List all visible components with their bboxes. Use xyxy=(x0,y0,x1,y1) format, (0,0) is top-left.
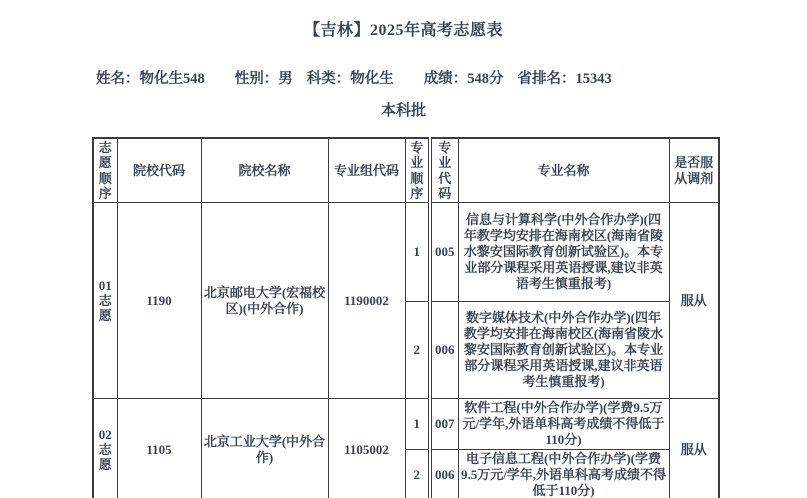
student-score-field xyxy=(424,67,504,88)
major-code-cell: 006 xyxy=(430,450,458,498)
major-name-cell: 软件工程(中外合作办学)(学费9.5万元/学年,外语单科高考成绩不得低于110分) xyxy=(458,399,669,450)
page-title: 【吉林】2025年高考志愿表 xyxy=(303,22,503,39)
header-obey-adjustment: 是否服从调剂 xyxy=(669,138,719,203)
header-major-group-code: 专业组代码 xyxy=(328,138,405,203)
student-subject-field xyxy=(307,67,394,88)
major-group-code-cell: 1105002 xyxy=(328,399,405,498)
major-order-cell: 1 xyxy=(405,203,430,302)
student-info-line xyxy=(96,67,612,88)
volunteer-table xyxy=(92,137,720,498)
header-label: 志愿顺序 xyxy=(98,140,112,201)
major-order-cell: 1 xyxy=(405,399,430,450)
major-code-cell: 007 xyxy=(430,399,458,450)
field-label: 姓名： xyxy=(96,71,140,87)
major-name-cell: 数字媒体技术(中外合作办学)(四年教学均安排在海南校区(海南省陵水黎安国际教育创新试验区)。本专业部分课程采用英语授课,建议非英语考生慎重报考) xyxy=(458,302,669,399)
college-code-cell: 1105 xyxy=(117,399,201,498)
volunteer-order-text: 01志愿 xyxy=(98,277,112,324)
obey-adjustment-cell: 服从 xyxy=(669,203,719,399)
major-code-cell: 006 xyxy=(430,302,458,399)
major-order-cell: 2 xyxy=(405,302,430,399)
college-name-cell: 北京工业大学(中外合作) xyxy=(201,399,328,498)
major-group-code-cell: 1190002 xyxy=(328,203,405,399)
field-label: 成绩： xyxy=(423,71,468,87)
student-gender-field xyxy=(235,67,293,88)
field-label: 性别： xyxy=(234,71,279,87)
major-code-cell: 005 xyxy=(430,203,458,302)
field-value: 15343 xyxy=(575,71,612,87)
header-major-order xyxy=(405,138,430,203)
field-value: 548分 xyxy=(467,71,504,87)
table-row xyxy=(93,399,719,450)
field-value: 物化生 xyxy=(350,71,394,87)
major-name-cell: 电子信息工程(中外合作办学)(学费9.5万元/学年,外语单科高考成绩不得低于110分) xyxy=(458,450,669,498)
table-header-row xyxy=(93,138,719,203)
student-name-field xyxy=(96,67,205,88)
batch-title: 本科批 xyxy=(380,103,426,119)
field-label: 省排名： xyxy=(517,71,576,87)
volunteer-order-cell xyxy=(93,203,117,399)
header-major-code xyxy=(430,138,458,203)
header-major-name: 专业名称 xyxy=(458,138,669,203)
obey-adjustment-cell: 服从 xyxy=(669,399,719,498)
header-college-code: 院校代码 xyxy=(117,138,201,203)
major-order-cell: 2 xyxy=(405,450,430,498)
table-row xyxy=(93,203,719,302)
header-college-name: 院校名称 xyxy=(201,138,328,203)
field-value: 男 xyxy=(278,71,293,87)
college-code-cell: 1190 xyxy=(117,203,201,399)
volunteer-order-cell xyxy=(93,399,117,498)
college-name-cell: 北京邮电大学(宏福校区)(中外合作) xyxy=(201,203,328,399)
volunteer-order-text: 02志愿 xyxy=(98,426,112,473)
major-name-cell: 信息与计算科学(中外合作办学)(四年教学均安排在海南校区(海南省陵水黎安国际教育创新试验区)。本专业部分课程采用英语授课,建议非英语考生慎重报考) xyxy=(458,203,669,302)
header-label: 专业顺序 xyxy=(410,140,424,201)
field-value: 物化生548 xyxy=(139,71,205,87)
field-label: 科类： xyxy=(306,71,351,87)
header-label: 专业代码 xyxy=(438,140,452,201)
student-rank-field xyxy=(518,67,612,88)
header-volunteer-order xyxy=(93,138,117,203)
